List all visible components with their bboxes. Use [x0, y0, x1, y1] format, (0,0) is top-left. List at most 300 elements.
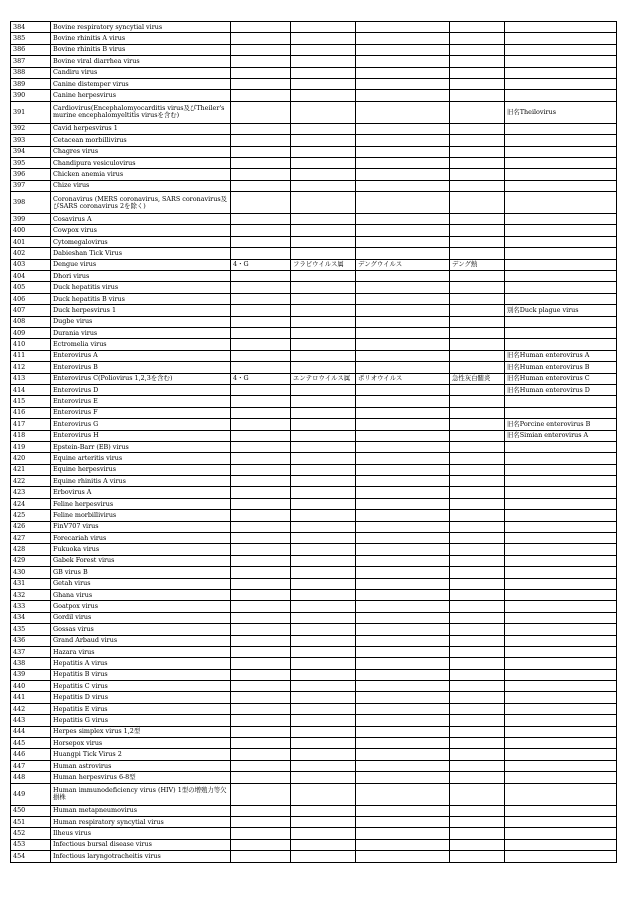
- remark: [505, 78, 617, 89]
- japanese-name: [356, 33, 450, 44]
- table-row: [11, 101, 617, 123]
- virus-name: Enterovirus G: [51, 419, 231, 430]
- risk-group: [231, 33, 291, 44]
- japanese-name: [356, 135, 450, 146]
- genus: [291, 498, 356, 509]
- remark: [505, 772, 617, 783]
- remark: [505, 510, 617, 521]
- japanese-name: [356, 555, 450, 566]
- japanese-name: [356, 101, 450, 123]
- table-row: [11, 578, 617, 589]
- risk-group: [231, 316, 291, 327]
- virus-name: FinV707 virus: [51, 521, 231, 532]
- remark: [505, 407, 617, 418]
- remark: 旧名Human enterovirus B: [505, 362, 617, 373]
- genus: [291, 453, 356, 464]
- remark: [505, 612, 617, 623]
- genus: [291, 192, 356, 214]
- row-number: 392: [11, 123, 51, 134]
- japanese-name: [356, 396, 450, 407]
- virus-name: Dengue virus: [51, 259, 231, 270]
- genus: [291, 123, 356, 134]
- risk-group: [231, 578, 291, 589]
- table-row: [11, 407, 617, 418]
- disease-name: [450, 681, 505, 692]
- disease-name: [450, 441, 505, 452]
- virus-name: Human astrovirus: [51, 760, 231, 771]
- virus-name: Enterovirus C(Poliovirus 1,2,3を含む): [51, 373, 231, 384]
- risk-group: [231, 441, 291, 452]
- genus: [291, 67, 356, 78]
- remark: [505, 749, 617, 760]
- japanese-name: [356, 476, 450, 487]
- disease-name: [450, 67, 505, 78]
- risk-group: [231, 327, 291, 338]
- genus: [291, 817, 356, 828]
- japanese-name: [356, 521, 450, 532]
- risk-group: [231, 726, 291, 737]
- genus: [291, 612, 356, 623]
- risk-group: [231, 715, 291, 726]
- virus-name: Huangpi Tick Virus 2: [51, 749, 231, 760]
- remark: [505, 123, 617, 134]
- remark: [505, 180, 617, 191]
- table-row: [11, 783, 617, 805]
- row-number: 444: [11, 726, 51, 737]
- genus: [291, 248, 356, 259]
- risk-group: 4・G: [231, 373, 291, 384]
- table-row: [11, 669, 617, 680]
- japanese-name: [356, 692, 450, 703]
- genus: [291, 738, 356, 749]
- table-row: [11, 362, 617, 373]
- virus-name: Canine distemper virus: [51, 78, 231, 89]
- row-number: 387: [11, 56, 51, 67]
- remark: [505, 396, 617, 407]
- row-number: 391: [11, 101, 51, 123]
- remark: [505, 839, 617, 850]
- genus: [291, 407, 356, 418]
- table-row: [11, 180, 617, 191]
- table-row: [11, 738, 617, 749]
- japanese-name: [356, 738, 450, 749]
- remark: [505, 578, 617, 589]
- virus-name: Herpes simplex virus 1,2型: [51, 726, 231, 737]
- row-number: 437: [11, 646, 51, 657]
- virus-name: Horsepox virus: [51, 738, 231, 749]
- genus: [291, 749, 356, 760]
- row-number: 394: [11, 146, 51, 157]
- risk-group: [231, 135, 291, 146]
- remark: [505, 783, 617, 805]
- disease-name: [450, 180, 505, 191]
- remark: [505, 601, 617, 612]
- virus-name: Chagres virus: [51, 146, 231, 157]
- japanese-name: [356, 510, 450, 521]
- japanese-name: [356, 703, 450, 714]
- virus-name: Cowpox virus: [51, 225, 231, 236]
- table-row: [11, 760, 617, 771]
- table-row: [11, 612, 617, 623]
- virus-name: Feline herpesvirus: [51, 498, 231, 509]
- japanese-name: [356, 658, 450, 669]
- row-number: 406: [11, 293, 51, 304]
- risk-group: [231, 738, 291, 749]
- remark: 旧名Human enterovirus A: [505, 350, 617, 361]
- row-number: 396: [11, 169, 51, 180]
- table-row: [11, 567, 617, 578]
- genus: [291, 567, 356, 578]
- genus: [291, 544, 356, 555]
- japanese-name: [356, 851, 450, 862]
- genus: [291, 476, 356, 487]
- table-row: [11, 817, 617, 828]
- remark: [505, 669, 617, 680]
- japanese-name: [356, 56, 450, 67]
- row-number: 400: [11, 225, 51, 236]
- risk-group: [231, 180, 291, 191]
- disease-name: [450, 146, 505, 157]
- japanese-name: デングウイルス: [356, 259, 450, 270]
- genus: [291, 78, 356, 89]
- risk-group: [231, 22, 291, 33]
- japanese-name: [356, 305, 450, 316]
- table-row: [11, 601, 617, 612]
- japanese-name: [356, 192, 450, 214]
- virus-name: GB virus B: [51, 567, 231, 578]
- disease-name: [450, 123, 505, 134]
- table-row: [11, 67, 617, 78]
- virus-name: Enterovirus D: [51, 384, 231, 395]
- risk-group: [231, 646, 291, 657]
- table-row: [11, 293, 617, 304]
- row-number: 440: [11, 681, 51, 692]
- virus-name: Fukuoka virus: [51, 544, 231, 555]
- row-number: 433: [11, 601, 51, 612]
- disease-name: [450, 305, 505, 316]
- table-row: [11, 851, 617, 862]
- disease-name: [450, 521, 505, 532]
- risk-group: [231, 851, 291, 862]
- disease-name: [450, 22, 505, 33]
- row-number: 385: [11, 33, 51, 44]
- genus: [291, 180, 356, 191]
- remark: [505, 90, 617, 101]
- disease-name: [450, 510, 505, 521]
- japanese-name: [356, 783, 450, 805]
- table-row: [11, 715, 617, 726]
- table-row: [11, 123, 617, 134]
- risk-group: [231, 169, 291, 180]
- risk-group: [231, 350, 291, 361]
- remark: [505, 464, 617, 475]
- table-row: [11, 589, 617, 600]
- disease-name: [450, 692, 505, 703]
- risk-group: [231, 282, 291, 293]
- disease-name: [450, 56, 505, 67]
- virus-name: Goatpox virus: [51, 601, 231, 612]
- row-number: 442: [11, 703, 51, 714]
- risk-group: [231, 407, 291, 418]
- japanese-name: [356, 146, 450, 157]
- risk-group: [231, 510, 291, 521]
- row-number: 445: [11, 738, 51, 749]
- disease-name: [450, 78, 505, 89]
- virus-table-body: [11, 22, 617, 863]
- genus: [291, 135, 356, 146]
- japanese-name: [356, 544, 450, 555]
- japanese-name: [356, 271, 450, 282]
- row-number: 434: [11, 612, 51, 623]
- genus: [291, 384, 356, 395]
- japanese-name: [356, 760, 450, 771]
- remark: [505, 453, 617, 464]
- genus: [291, 146, 356, 157]
- disease-name: [450, 339, 505, 350]
- table-row: [11, 157, 617, 168]
- risk-group: [231, 101, 291, 123]
- risk-group: [231, 772, 291, 783]
- row-number: 386: [11, 44, 51, 55]
- risk-group: 4・G: [231, 259, 291, 270]
- table-row: [11, 78, 617, 89]
- virus-table: [10, 21, 617, 863]
- row-number: 413: [11, 373, 51, 384]
- table-row: [11, 305, 617, 316]
- row-number: 443: [11, 715, 51, 726]
- disease-name: [450, 192, 505, 214]
- virus-name: Gordil virus: [51, 612, 231, 623]
- remark: [505, 498, 617, 509]
- risk-group: [231, 567, 291, 578]
- remark: [505, 567, 617, 578]
- virus-name: Durania virus: [51, 327, 231, 338]
- genus: [291, 339, 356, 350]
- japanese-name: [356, 726, 450, 737]
- remark: [505, 703, 617, 714]
- row-number: 390: [11, 90, 51, 101]
- row-number: 438: [11, 658, 51, 669]
- risk-group: [231, 805, 291, 816]
- risk-group: [231, 487, 291, 498]
- row-number: 393: [11, 135, 51, 146]
- risk-group: [231, 635, 291, 646]
- remark: [505, 715, 617, 726]
- table-row: [11, 805, 617, 816]
- risk-group: [231, 362, 291, 373]
- risk-group: [231, 56, 291, 67]
- risk-group: [231, 760, 291, 771]
- remark: [505, 817, 617, 828]
- disease-name: [450, 169, 505, 180]
- genus: [291, 783, 356, 805]
- japanese-name: [356, 123, 450, 134]
- table-row: [11, 555, 617, 566]
- japanese-name: [356, 180, 450, 191]
- virus-name: Dabieshan Tick Virus: [51, 248, 231, 259]
- virus-name: Hepatitis A virus: [51, 658, 231, 669]
- row-number: 439: [11, 669, 51, 680]
- virus-name: Gossas virus: [51, 624, 231, 635]
- table-row: [11, 476, 617, 487]
- remark: [505, 214, 617, 225]
- virus-name: Cetacean morbillivirus: [51, 135, 231, 146]
- table-row: [11, 681, 617, 692]
- row-number: 447: [11, 760, 51, 771]
- virus-name: Grand Arbaud virus: [51, 635, 231, 646]
- disease-name: [450, 44, 505, 55]
- japanese-name: [356, 828, 450, 839]
- remark: [505, 521, 617, 532]
- table-row: [11, 44, 617, 55]
- disease-name: [450, 236, 505, 247]
- remark: 旧名Porcine enterovirus B: [505, 419, 617, 430]
- virus-name: Coronavirus (MERS coronavirus, SARS coronavirus及びSARS coronavirus 2を除く): [51, 192, 231, 214]
- disease-name: [450, 384, 505, 395]
- remark: [505, 589, 617, 600]
- row-number: 454: [11, 851, 51, 862]
- virus-name: Equine arteritis virus: [51, 453, 231, 464]
- remark: [505, 476, 617, 487]
- disease-name: [450, 612, 505, 623]
- row-number: 430: [11, 567, 51, 578]
- remark: [505, 271, 617, 282]
- genus: [291, 589, 356, 600]
- row-number: 436: [11, 635, 51, 646]
- disease-name: [450, 839, 505, 850]
- remark: [505, 738, 617, 749]
- row-number: 453: [11, 839, 51, 850]
- table-row: [11, 90, 617, 101]
- genus: [291, 703, 356, 714]
- japanese-name: [356, 498, 450, 509]
- risk-group: [231, 589, 291, 600]
- genus: [291, 90, 356, 101]
- genus: [291, 282, 356, 293]
- japanese-name: [356, 157, 450, 168]
- disease-name: [450, 646, 505, 657]
- japanese-name: [356, 681, 450, 692]
- risk-group: [231, 146, 291, 157]
- risk-group: [231, 783, 291, 805]
- disease-name: [450, 33, 505, 44]
- virus-name: Human herpesvirus 6-8型: [51, 772, 231, 783]
- row-number: 399: [11, 214, 51, 225]
- japanese-name: [356, 805, 450, 816]
- risk-group: [231, 498, 291, 509]
- disease-name: [450, 430, 505, 441]
- virus-name: Hepatitis C virus: [51, 681, 231, 692]
- remark: [505, 248, 617, 259]
- japanese-name: [356, 646, 450, 657]
- disease-name: [450, 783, 505, 805]
- table-row: [11, 533, 617, 544]
- disease-name: [450, 282, 505, 293]
- row-number: 408: [11, 316, 51, 327]
- risk-group: [231, 749, 291, 760]
- disease-name: [450, 293, 505, 304]
- table-row: [11, 635, 617, 646]
- disease-name: [450, 101, 505, 123]
- virus-name: Hepatitis D virus: [51, 692, 231, 703]
- disease-name: [450, 225, 505, 236]
- japanese-name: [356, 350, 450, 361]
- genus: [291, 601, 356, 612]
- virus-name: Duck hepatitis virus: [51, 282, 231, 293]
- table-row: [11, 726, 617, 737]
- virus-name: Equine rhinitis A virus: [51, 476, 231, 487]
- disease-name: [450, 817, 505, 828]
- remark: [505, 293, 617, 304]
- risk-group: [231, 681, 291, 692]
- virus-name: Dugbe virus: [51, 316, 231, 327]
- risk-group: [231, 521, 291, 532]
- virus-name: Canine herpesvirus: [51, 90, 231, 101]
- japanese-name: [356, 589, 450, 600]
- disease-name: [450, 715, 505, 726]
- remark: 旧名Human enterovirus C: [505, 373, 617, 384]
- genus: [291, 271, 356, 282]
- row-number: 412: [11, 362, 51, 373]
- table-row: [11, 259, 617, 270]
- table-row: [11, 521, 617, 532]
- genus: [291, 214, 356, 225]
- table-row: [11, 248, 617, 259]
- virus-name: Cosavirus A: [51, 214, 231, 225]
- remark: [505, 828, 617, 839]
- virus-name: Hepatitis B virus: [51, 669, 231, 680]
- table-row: [11, 839, 617, 850]
- genus: [291, 555, 356, 566]
- genus: [291, 521, 356, 532]
- genus: [291, 419, 356, 430]
- japanese-name: [356, 316, 450, 327]
- row-number: 426: [11, 521, 51, 532]
- row-number: 421: [11, 464, 51, 475]
- remark: [505, 135, 617, 146]
- risk-group: [231, 90, 291, 101]
- remark: [505, 635, 617, 646]
- risk-group: [231, 271, 291, 282]
- risk-group: [231, 817, 291, 828]
- genus: [291, 578, 356, 589]
- table-row: [11, 498, 617, 509]
- remark: [505, 327, 617, 338]
- virus-name: Bovine rhinitis B virus: [51, 44, 231, 55]
- risk-group: [231, 293, 291, 304]
- table-row: [11, 214, 617, 225]
- row-number: 395: [11, 157, 51, 168]
- disease-name: [450, 624, 505, 635]
- risk-group: [231, 658, 291, 669]
- japanese-name: [356, 293, 450, 304]
- remark: 旧名Simian enterovirus A: [505, 430, 617, 441]
- table-row: [11, 453, 617, 464]
- risk-group: [231, 123, 291, 134]
- risk-group: [231, 612, 291, 623]
- table-row: [11, 169, 617, 180]
- japanese-name: [356, 169, 450, 180]
- disease-name: [450, 578, 505, 589]
- disease-name: [450, 464, 505, 475]
- risk-group: [231, 67, 291, 78]
- disease-name: [450, 419, 505, 430]
- table-row: [11, 419, 617, 430]
- genus: [291, 157, 356, 168]
- remark: [505, 146, 617, 157]
- table-row: [11, 464, 617, 475]
- virus-name: Bovine rhinitis A virus: [51, 33, 231, 44]
